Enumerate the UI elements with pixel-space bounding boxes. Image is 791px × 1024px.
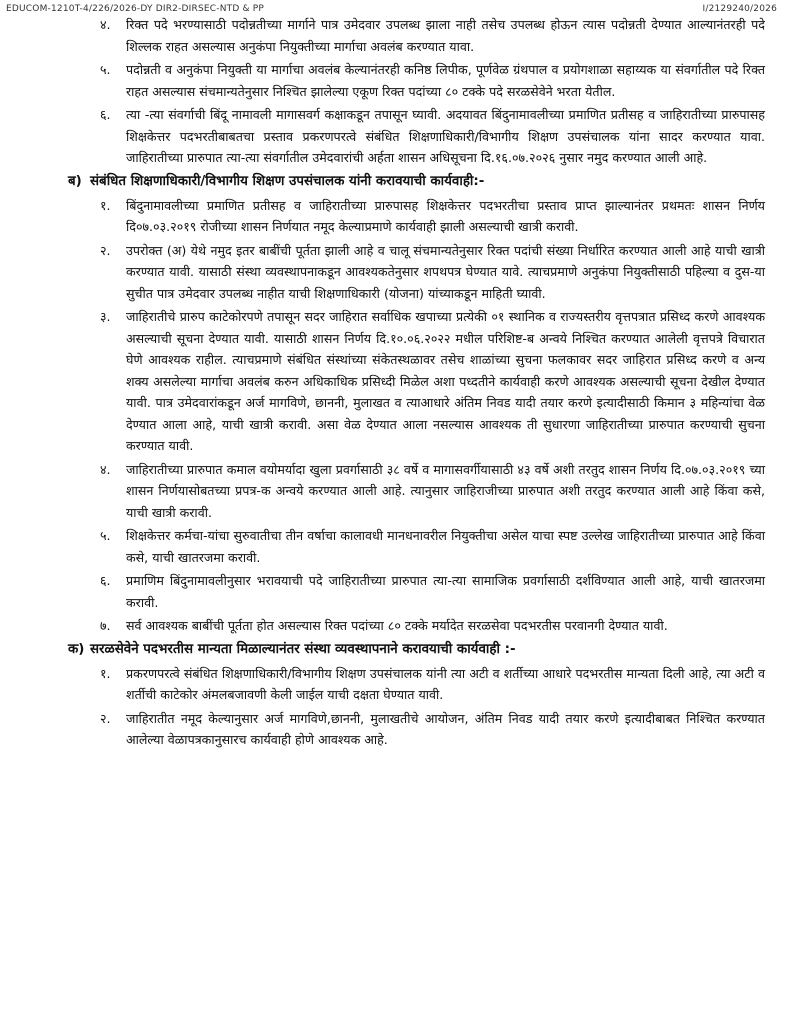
- list-item-number: ५.: [100, 528, 111, 543]
- list-item-text: रिक्त पदे भरण्यासाठी पदोन्नतीच्या मार्गाने पात्र उमेदवार उपलब्ध झाला नाही तसेच उपलब्ध होऊन त्यास पदोन्नती देण्यात आल्यानंतरही पदे शिल्लक राहत असल्यास अनुकंपा नियुक्तीच्या मार्गाचा अवलंब करण्यात यावा.: [126, 17, 765, 54]
- list-item-number: ३.: [100, 309, 111, 324]
- section-heading: [0, 639, 791, 661]
- list-item-text: प्रकरणपरत्वे संबंधित शिक्षणाधिकारी/विभागीय शिक्षण उपसंचालक यांनी त्या अटी व शर्तीच्या आधारे पदभरतीस मान्यता दिली आहे, त्या अटी व शर्तीची काटेकोर अंमलबजावणी केली जाईल याची दक्षता घेण्यात यावी.: [126, 665, 765, 702]
- list-item-number: ५.: [100, 62, 111, 77]
- list-item: [0, 570, 791, 613]
- list-item-text: प्रमाणिम बिंदुनामावलीनुसार भरावयाची पदे जाहिरातीच्या प्रारुपात त्या-त्या सामाजिक प्रवर्गासाठी दर्शविण्यात आली आहे, याची खातरजमा करावी.: [126, 573, 765, 610]
- list-item-text: पदोन्नती व अनुकंपा नियुक्ती या मार्गाचा अवलंब केल्यानंतरही कनिष्ठ लिपीक, पूर्णवेळ ग्रंथपाल व प्रयोगशाळा सहाय्यक या संवर्गातील पदे रिक्त राहत असल्यास संचमान्यतेनुसार निश्चित झालेल्या एकूण रिक्त पदांच्या ८० टक्के पदे सरळसेवेने भरता येतील.: [126, 62, 765, 99]
- list-item-text: त्या -त्या संवर्गाची बिंदू नामावली मागासवर्ग कक्षाकडून तपासून घ्यावी. अदयावत बिंदुनामावलीच्या प्रमाणित प्रतीसह व जाहिरातीच्या प्रारुपासह शिक्षकेत्तर पदभरतीबाबतचा प्रस्ताव प्रकरणपरत्वे संबंधित शिक्षणाधिकारी/विभागीय शिक्षण उपसंचालक यांना सादर करण्यात यावा. जाहिरातीच्या प्रारुपात त्या-त्या संवर्गातील उमेदवारांची अर्हता शासन अधिसूचना दि.१६.०७.२०२६ नुसार नमुद करण्यात आली आहे.: [126, 107, 765, 165]
- list-item-text: सर्व आवश्यक बाबींची पूर्तता होत असल्यास रिक्त पदांच्या ८० टक्के मर्यादेत सरळसेवा पदभरतीस परवानगी देण्यात यावी.: [126, 618, 668, 633]
- section-title: संबंधित शिक्षणाधिकारी/विभागीय शिक्षण उपसंचालक यांनी करावयाची कार्यवाही:-: [90, 173, 485, 189]
- list-item-number: ७.: [100, 618, 111, 633]
- list-item-number: ६.: [100, 107, 111, 122]
- document-reference-number: EDUCOM-1210T-4/226/2026-DY DIR2-DIRSEC-NTD & PP: [6, 4, 265, 14]
- list-item-number: ४.: [100, 17, 111, 32]
- section-group: [0, 639, 791, 751]
- list-item: [0, 306, 791, 457]
- list-item-text: बिंदुनामावलीच्या प्रमाणित प्रतीसह व जाहिरातीच्या प्रारुपासह शिक्षकेत्तर पदभरतीचा प्रस्ताव प्राप्त झाल्यानंतर प्रथमतः शासन निर्णय दि०७.०३.२०१९ रोजीच्या शासन निर्णयात नमूद केल्याप्रमाणे कार्यवाही झाली असल्याची खात्री करावी.: [126, 197, 765, 234]
- list-item: [0, 240, 791, 305]
- list-item: [0, 104, 791, 169]
- list-item: [0, 525, 791, 568]
- section-group: [0, 14, 791, 169]
- list-item-number: २.: [100, 242, 111, 258]
- list-item: [0, 14, 791, 57]
- list-item: [0, 59, 791, 102]
- document-id: I/2129240/2026: [702, 4, 777, 14]
- list-item: [0, 663, 791, 706]
- list-item-text: शिक्षकेत्तर कर्मचा-यांचा सुरुवातीचा तीन वर्षाचा कालावधी मानधनावरील नियुक्तीचा असेल याचा स्पष्ट उल्लेख जाहिरातीच्या प्रारुपात आहे किंवा कसे, याची खातरजमा करावी.: [126, 528, 765, 565]
- section-title: सरळसेवेने पदभरतीस मान्यता मिळाल्यानंतर संस्था व्यवस्थापनाने करावयाची कार्यवाही :-: [90, 641, 516, 657]
- list-item-text: जाहिरातीत नमूद केल्यानुसार अर्ज मागविणे,छाननी, मुलाखतीचे आयोजन, अंतिम निवड यादी तयार करणे इत्यादीबाबत निश्चित करण्यात आलेल्या वेळापत्रकानुसारच कार्यवाही होणे आवश्यक आहे.: [126, 710, 765, 747]
- list-item: [0, 615, 791, 637]
- section-heading: [0, 171, 791, 193]
- list-item-text: जाहिरातीच्या प्रारुपात कमाल वयोमर्यादा खुला प्रवर्गासाठी ३८ वर्षे व मागासवर्गीयासाठी ४३ वर्षे अशी तरतुद शासन निर्णय दि.०७.०३.२०१९ च्या शासन निर्णयासोबतच्या प्रपत्र-क अन्वये करण्यात आली आहे. त्यानुसार जाहिराजीच्या प्रारुपात अशी तरतुद करण्यात आली आहे किंवा कसे, याची खात्री करावी.: [126, 461, 765, 520]
- list-item-text: जाहिरातीचे प्रारुप काटेकोरपणे तपासून सदर जाहिरात सर्वाधिक खपाच्या प्रत्येकी ०१ स्थानिक व राज्यस्तरीय वृत्तपत्रात प्रसिध्द करणे आवश्यक असल्याची सूचना देण्यात यावी. यासाठी शासन निर्णय दि.१०.०६.२०२२ मधील परिशिष्ट-ब अन्वये निश्चित करण्यात आलेली वृत्तपत्रे विचारात घेणे आवश्यक राहील. त्याचप्रमाणे संबंधित संस्थांच्या संकेतस्थळावर तसेच शाळांच्या सुचना फलकावर सदर जाहिरात प्रसिध्द करणे व अन्य शक्य असलेल्या मार्गाचा अवलंब करुन अधिकाधिक प्रसिध्दी मिळेल अशा पध्दतीने कार्यवाही करणे आवश्यक असल्याची सूचना देखील देण्यात यावी. पात्र उमेदवारांकडून अर्ज मागविणे, छाननी, मुलाखत व त्याआधारे अंतिम निवड यादी तयार करणे इत्यादीसाठी किमान ३ महिन्यांचा वेळ देण्यात आला आहे, याची खात्री करावी. असा वेळ देण्यात आला नसल्यास आवश्यक ती सुधारणा जाहिरातीच्या प्रारुपात करण्याची सुचना करण्यात यावी.: [126, 309, 765, 453]
- list-item-number: १.: [100, 197, 111, 213]
- section-group: [0, 171, 791, 637]
- list-item-number: २.: [100, 710, 111, 726]
- section-letter: ब): [68, 173, 82, 189]
- list-item: [0, 195, 791, 238]
- section-letter: क): [68, 641, 85, 657]
- list-item-text: उपरोक्त (अ) येथे नमुद इतर बाबींची पूर्तता झाली आहे व चालू संचमान्यतेनुसार रिक्त पदांची संख्या निर्धारित करण्यात आली आहे याची खात्री करण्यात यावी. यासाठी संस्था व्यवस्थापनाकडून आवश्यकतेनुसार शपथपत्र घेण्यात यावे. त्याचप्रमाणे अनुकंपा नियुक्तीसाठी पहिल्या व दुस-या सुचीत पात्र उमेदवार उपलब्ध नाहीत याची शिक्षणाधिकारी (योजना) यांच्याकडून माहिती घ्यावी.: [126, 242, 765, 301]
- list-item: [0, 708, 791, 751]
- document-body: [0, 14, 791, 753]
- list-item: [0, 459, 791, 524]
- list-item-number: ६.: [100, 573, 111, 588]
- list-item-number: ४.: [100, 461, 111, 477]
- list-item-number: १.: [100, 665, 111, 681]
